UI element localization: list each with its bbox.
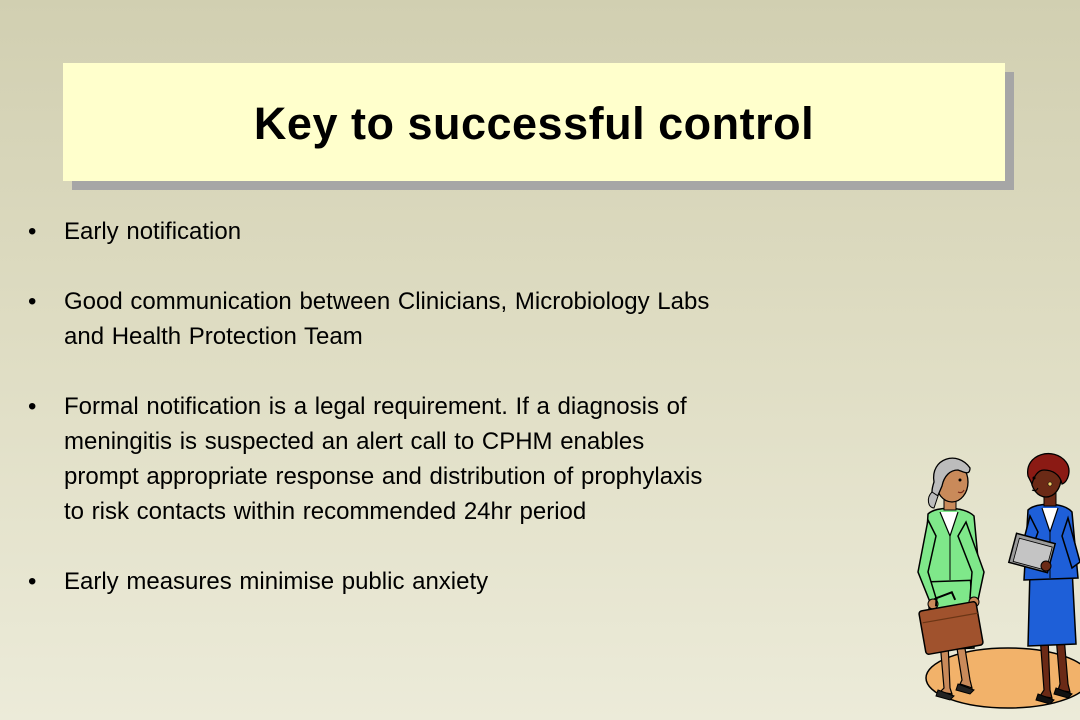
page-title: Key to successful control: [253, 98, 815, 149]
bullet-text-line: to risk contacts within recommended 24hr period: [64, 498, 587, 525]
bullet-item: [28, 564, 928, 599]
bullet-list: [28, 214, 928, 599]
bullet-text-line: Early notification: [64, 218, 242, 245]
bullet-text-line: and Health Protection Team: [64, 323, 363, 350]
bullet-text-line: Formal notification is a legal requirement. If a diagnosis of: [64, 393, 687, 420]
bullet-marker: •: [28, 393, 37, 420]
two-women-clipart: [900, 452, 1080, 720]
bullet-marker: •: [28, 568, 37, 595]
bullet-item: [28, 284, 928, 354]
bullet-marker: •: [28, 218, 37, 245]
bullet-text-line: Early measures minimise public anxiety: [64, 568, 489, 595]
bullet-item: [28, 389, 928, 529]
bullet-marker: •: [28, 288, 37, 315]
bullet-item: [28, 214, 928, 249]
bullet-spacer: [28, 529, 928, 564]
bullet-text-line: Good communication between Clinicians, Microbiology Labs: [64, 288, 710, 315]
bullet-spacer: [28, 354, 928, 389]
bullet-spacer: [28, 249, 928, 284]
bullet-text-line: meningitis is suspected an alert call to CPHM enables: [64, 428, 645, 455]
title-box: [63, 63, 1005, 181]
bullet-text-line: prompt appropriate response and distribution of prophylaxis: [64, 463, 703, 490]
